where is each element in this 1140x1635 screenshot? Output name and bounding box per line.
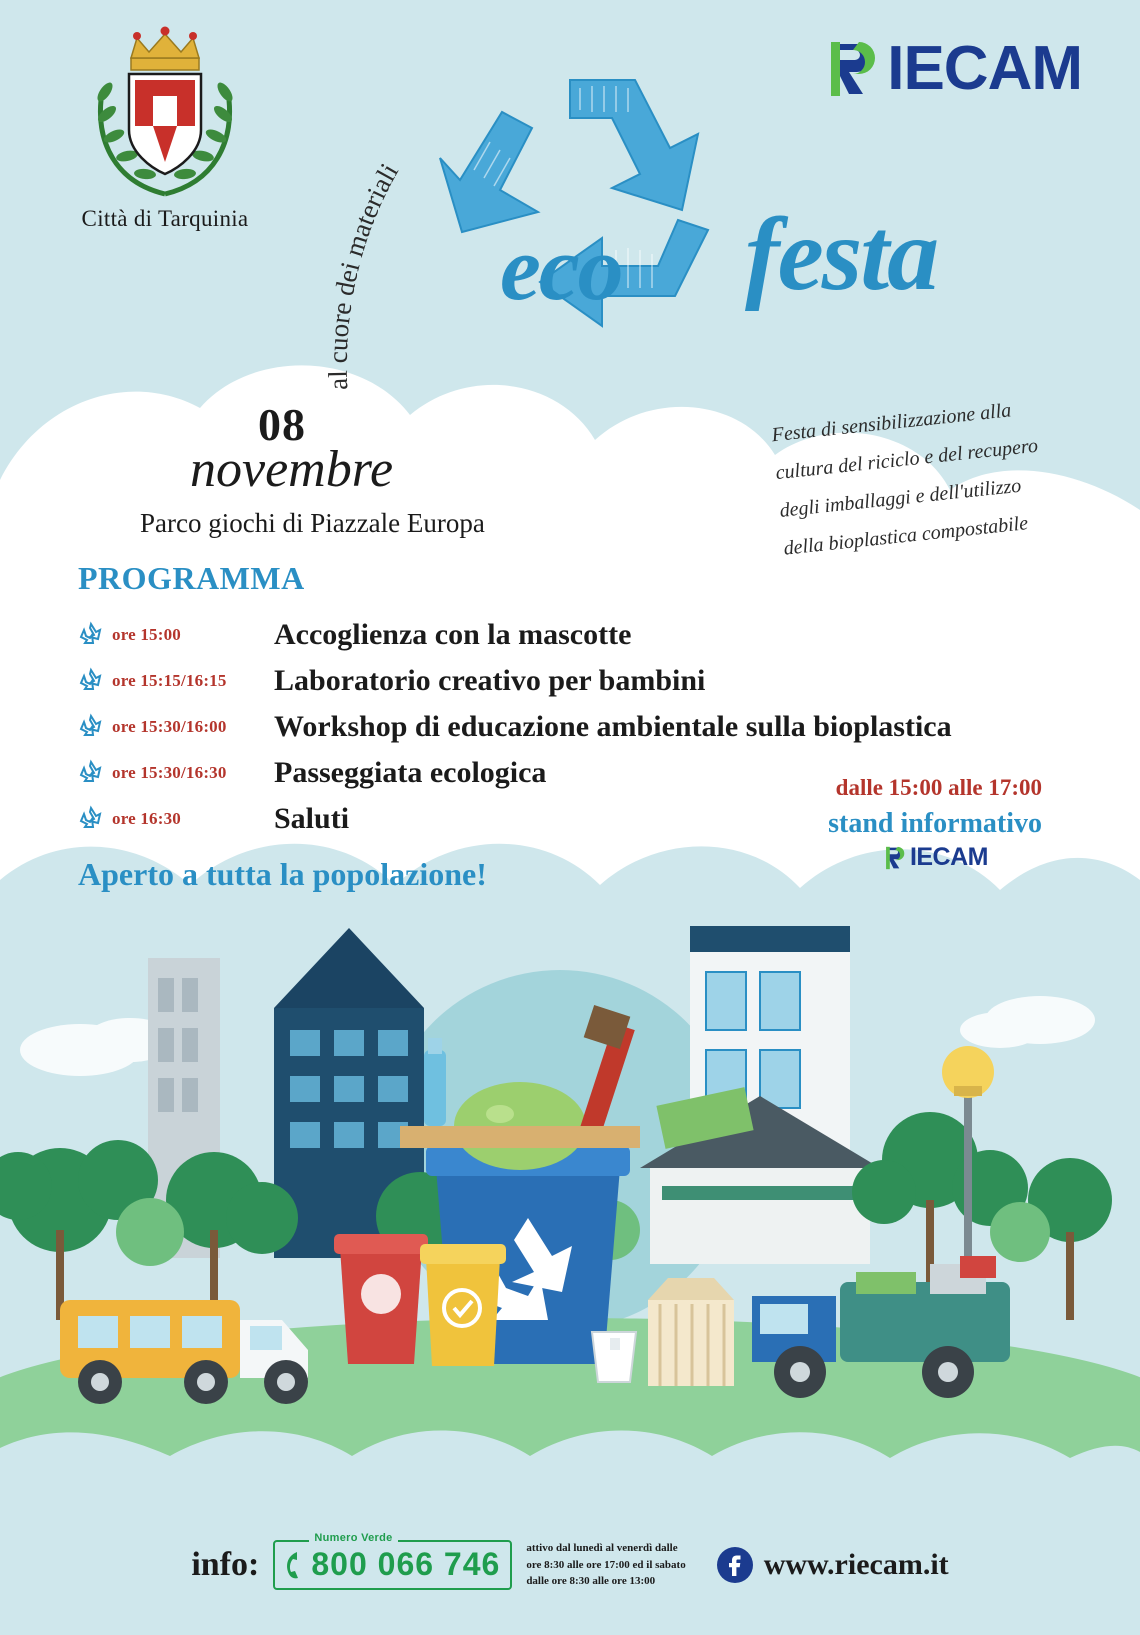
riecam-logo-header: [829, 34, 1082, 103]
recycle-small-icon: [78, 804, 112, 835]
program-row: [78, 704, 1058, 750]
description-line-2: cultura del riciclo e del recupero: [774, 434, 1039, 485]
program-time: ore 16:30: [112, 809, 181, 828]
recycle-small-icon: [78, 620, 112, 651]
city-recycling-illustration: [0, 900, 1140, 1500]
title-festa: festa: [745, 197, 938, 312]
program-label: Passeggiata ecologica: [274, 756, 547, 789]
city-crest: [70, 22, 260, 232]
program-label: Workshop di educazione ambientale sulla bioplastica: [274, 710, 952, 743]
info-label: info:: [191, 1546, 260, 1583]
open-to-all-note: Aperto a tutta la popolazione!: [78, 856, 487, 892]
recycle-small-icon: [78, 666, 112, 697]
riecam-mark-icon: [829, 40, 881, 98]
riecam-stand-text: IECAM: [909, 843, 988, 871]
program-time: ore 15:30/16:30: [112, 763, 227, 782]
service-hours-line-2: ore 8:30 alle ore 17:00 ed il sabato: [526, 1558, 686, 1571]
svg-text:al cuore dei materiali: [323, 158, 404, 390]
program-row: [78, 612, 1058, 658]
riecam-mark-icon: [885, 846, 907, 870]
riecam-logo-stand: [885, 843, 988, 872]
phone-icon: [281, 1550, 303, 1580]
program-row: [78, 658, 1058, 704]
event-day: 08: [258, 399, 306, 450]
city-crest-label: Città di Tarquinia: [81, 206, 249, 231]
green-number-box: [273, 1532, 512, 1590]
program-time: ore 15:15/16:15: [112, 671, 227, 690]
website-url[interactable]: www.riecam.it: [763, 1548, 949, 1581]
stand-hours: dalle 15:00 alle 17:00: [835, 775, 1042, 800]
service-hours-line-1: attivo dal lunedì al venerdì dalle: [526, 1542, 678, 1555]
stand-label: stand informativo: [828, 808, 1042, 839]
recycle-small-icon: [78, 712, 112, 743]
recycle-small-icon: [78, 758, 112, 789]
numero-verde-label: Numero Verde: [309, 1532, 397, 1544]
program-label: Saluti: [274, 802, 350, 835]
footer-contact-bar: [0, 1495, 1140, 1635]
title-eco: eco: [500, 217, 622, 319]
tagline-text: al cuore dei materiali: [322, 158, 405, 391]
phone-number[interactable]: 800 066 746: [311, 1546, 501, 1582]
website-group[interactable]: [716, 1546, 949, 1584]
program-label: Laboratorio creativo per bambini: [274, 664, 706, 697]
description-line-1: Festa di sensibilizzazione alla: [770, 399, 1013, 447]
program-time: ore 15:30/16:00: [112, 717, 227, 736]
service-hours: [526, 1540, 685, 1590]
program-title: PROGRAMMA: [78, 560, 305, 596]
facebook-icon[interactable]: [716, 1546, 754, 1584]
program-label: Accoglienza con la mascotte: [274, 618, 632, 651]
coat-of-arms-icon: [85, 22, 245, 200]
description-line-4: della bioplastica compostabile: [782, 512, 1030, 560]
program-time: ore 15:00: [112, 625, 181, 644]
event-month: novembre: [190, 441, 394, 498]
service-hours-line-3: dalle ore 8:30 alle ore 13:00: [526, 1575, 656, 1588]
riecam-logo-text: IECAM: [887, 34, 1082, 103]
event-venue: Parco giochi di Piazzale Europa: [140, 508, 485, 538]
description-line-3: degli imballaggi e dell'utilizzo: [778, 474, 1023, 522]
